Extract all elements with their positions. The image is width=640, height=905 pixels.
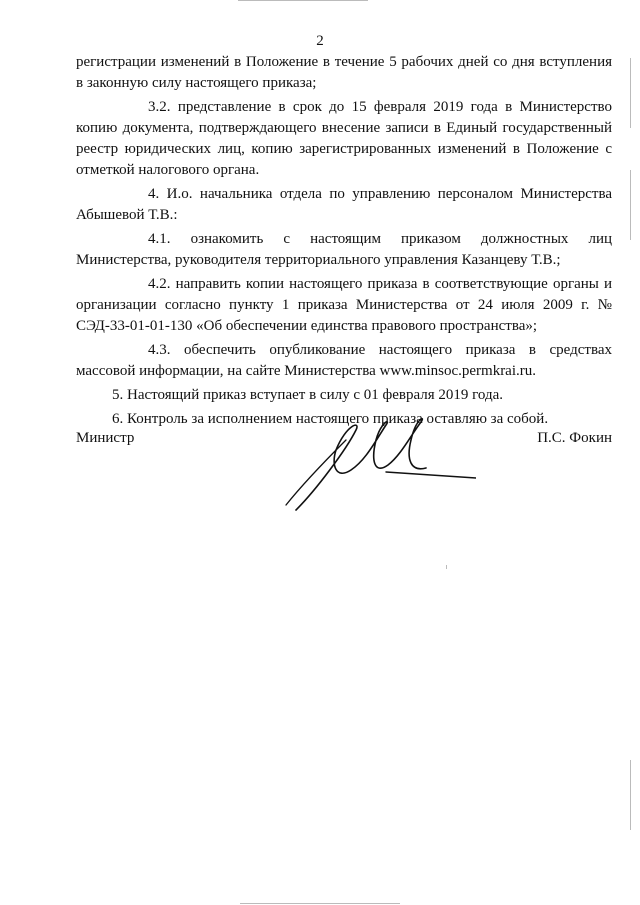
signatory-name: П.С. Фокин <box>537 430 612 446</box>
paragraph-text: обеспечить опубликование настоящего приказа в средствах массовой информации, на сайте Министерства www.minsoc.permkrai.ru. <box>76 342 613 379</box>
paragraph-number: 4.2. <box>148 276 171 292</box>
paragraph <box>76 52 612 94</box>
paragraph-text: И.о. начальника отдела по управлению персоналом Министерства Абышевой Т.В.: <box>76 186 613 223</box>
paragraph <box>76 184 612 226</box>
paragraph-text: представление в срок до 15 февраля 2019 года в Министерство копию документа, подтверждающего внесение записи в Единый государственный реестр юридических лиц, копию зарегистрированных изменений в Положение с отметкой налогового органа. <box>76 99 612 178</box>
handwritten-signature <box>276 410 476 520</box>
page-number: 2 <box>316 33 324 49</box>
paragraph-text: ознакомить с настоящим приказом должностных лиц Министерства, руководителя территориального управления Казанцеву Т.В.; <box>76 231 613 268</box>
paragraph-number: 3.2. <box>148 99 171 115</box>
paragraph-text: направить копии настоящего приказа в соответствующие органы и организации согласно пункту 1 приказа Министерства от 24 июля 2009 г. № СЭД-33-01-01-130 «Об обеспечении единства правового пространства»; <box>76 276 613 334</box>
scan-speck <box>446 565 447 569</box>
scan-edge-bottom <box>240 903 400 904</box>
paragraph <box>76 274 612 337</box>
paragraph-number: 4.3. <box>148 342 171 358</box>
paragraph <box>76 229 612 271</box>
signatory-title: Министр <box>76 430 135 446</box>
scan-edge-right <box>630 170 631 240</box>
paragraph <box>76 97 612 181</box>
document-body <box>76 52 612 433</box>
paragraph <box>76 340 612 382</box>
paragraph-text: регистрации изменений в Положение в течение 5 рабочих дней со дня вступления в законную силу настоящего приказа; <box>76 54 612 91</box>
paragraph-text: 6. Контроль за исполнением настоящего приказа оставляю за собой. <box>112 411 549 427</box>
signature-block <box>76 430 612 550</box>
scan-edge-right <box>630 760 631 830</box>
paragraph-text: 5. Настоящий приказ вступает в силу с 01 февраля 2019 года. <box>112 387 504 403</box>
paragraph-number: 4.1. <box>148 231 171 247</box>
paragraph-number: 4. <box>148 186 160 202</box>
scan-edge-top <box>238 0 368 1</box>
scan-edge-right <box>630 58 631 128</box>
paragraph <box>76 385 612 406</box>
